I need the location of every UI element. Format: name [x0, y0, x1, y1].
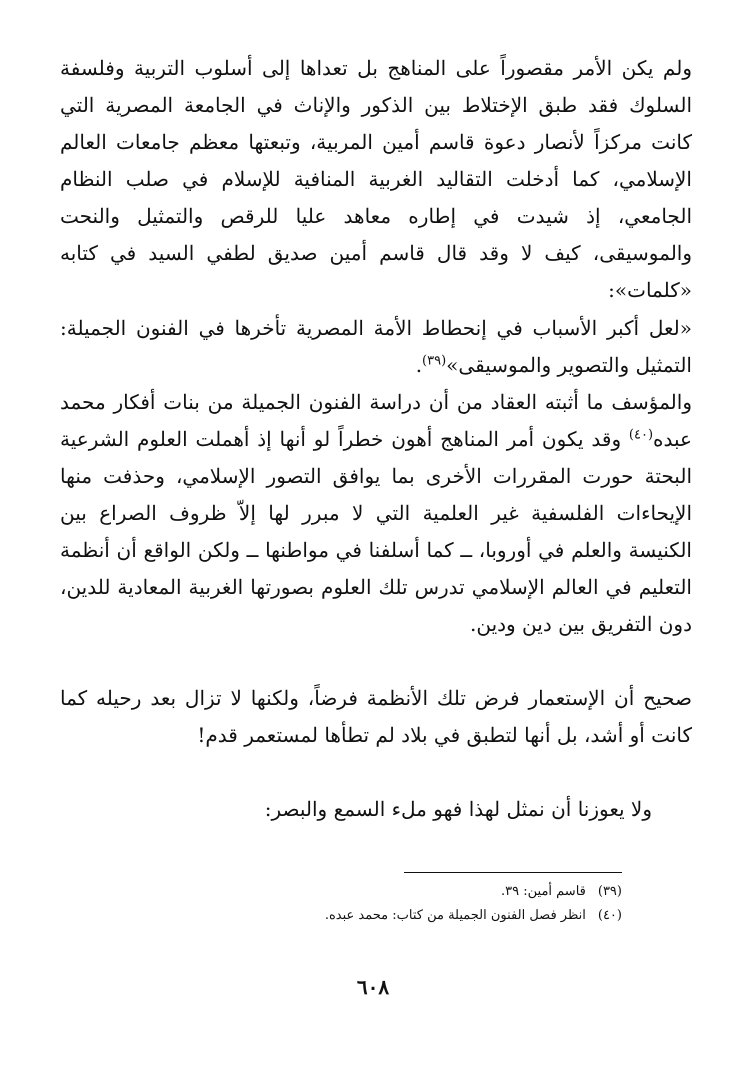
quote-end: . [415, 353, 423, 377]
footnote-text: انظر فصل الفنون الجميلة من كتاب: محمد عبده. [324, 908, 586, 923]
paragraph-text: وقد يكون أمر المناهج أهون خطراً لو أنها إذ أهملت العلوم الشرعية البحتة حورت المقررات الأخرى بما يوافق التصور الإسلامي، وحذفت منها الإيحاءات الفلسفية غير العلمية التي لا مبرر لها إلاّ ظروف الصراع بين الكنيسة والعلم في أوروبا، ــ كما أسلفنا في مواطنها ــ ولكن الواقع أن أنظمة التعليم في العالم الإسلامي تدرس تلك العلوم بصورتها الغربية المعادية للدين، دون التفريق بين دين ودين. [60, 427, 692, 636]
paragraph-text: ولم يكن الأمر مقصوراً على المناهج بل تعداها إلى أسلوب التربية وفلسفة السلوك فقد طبق الإختلاط بين الذكور والإناث في الجامعة المصرية التي كانت مركزاً لأنصار دعوة قاسم أمين المربية، وتبعتها معظم جامعات العالم الإسلامي، كما أدخلت التقاليد الغربية المنافية للإسلام في صلب النظام الجامعي، إذ شيدت في إطاره معاهد عليا للرقص والتمثيل والنحت والموسيقى، كيف لا وقد قال قاسم أمين صديق لطفي السيد في كتابه «كلمات»: [60, 56, 693, 302]
footnote-ref-40: (٤٠) [628, 427, 654, 443]
footnote-number: (٣٩) [597, 884, 622, 899]
footnote-divider [404, 872, 622, 873]
footnote-number: (٤٠) [597, 908, 622, 923]
paragraph-text: ولا يعوزنا أن نمثل لهذا فهو ملء السمع والبصر: [264, 797, 652, 821]
footnote-39 [160, 880, 622, 904]
quote-qasim-amin [60, 310, 692, 384]
footnote-40 [160, 904, 622, 928]
page-number: ٦٠٨ [356, 975, 390, 999]
quote-text: «لعل أكبر الأسباب في إنحطاط الأمة المصرية تأخرها في الفنون الجميلة: التمثيل والتصوير والموسيقى» [60, 316, 692, 377]
paragraph-curriculum [60, 50, 692, 309]
footnote-ref-39: (٣٩) [422, 353, 447, 369]
paragraph-colonialism [60, 680, 692, 754]
footnotes [160, 880, 622, 928]
footnote-text: قاسم أمين: ٣٩. [501, 884, 586, 899]
paragraph-aqqad [60, 384, 692, 643]
paragraph-text: والمؤسف ما أثبته العقاد من أن دراسة الفنون الجميلة من بنات أفكار محمد عبده [60, 390, 692, 451]
paragraph-text: صحيح أن الإستعمار فرض تلك الأنظمة فرضاً، ولكنها لا تزال بعد رحيله كما كانت أو أشد، بل أنها لتطبق في بلاد لم تطأها لمستعمر قدم! [60, 686, 692, 747]
paragraph-closing [60, 791, 692, 828]
